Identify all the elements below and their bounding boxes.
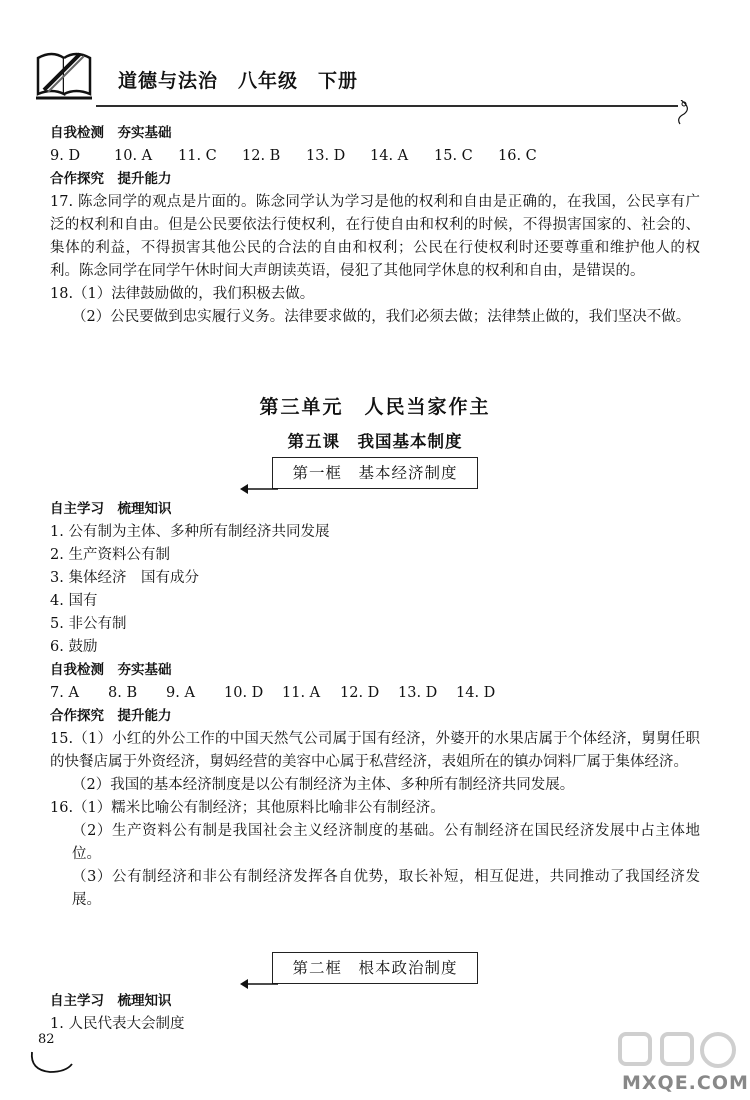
- knowledge-item: 1. 人民代表大会制度: [50, 1016, 185, 1032]
- frame-1-title-box: 第一框 基本经济制度: [272, 457, 478, 489]
- heading-self-check: 自我检测 夯实基础: [50, 662, 172, 678]
- unit-title: 第三单元 人民当家作主: [259, 396, 491, 418]
- frame-2-title-box: 第二框 根本政治制度: [272, 952, 478, 984]
- answer-item: 7. A: [50, 685, 79, 701]
- answer-15-1: 15.（1）小红的外公工作的中国天然气公司属于国有经济，外婆开的水果店属于个体经济，舅舅任职的快餐店属于外资经济，舅妈经营的美容中心属于私营经济，表姐所在的镇办饲料厂属于集体经济。: [50, 731, 700, 770]
- answer-16-1: 16.（1）糯米比喻公有制经济；其他原料比喻非公有制经济。: [50, 800, 445, 816]
- arrow-left-icon: [238, 977, 278, 991]
- book-logo-icon: [34, 44, 96, 102]
- answer-item: 15. C: [434, 148, 473, 164]
- answer-16-3: （3）公有制经济和非公有制经济发挥各自优势，取长补短，相互促进，共同推动了我国经济发展。: [72, 869, 700, 908]
- answer-row-2: [50, 682, 700, 705]
- knowledge-item: 3. 集体经济 国有成分: [50, 570, 199, 586]
- knowledge-item: 1. 公有制为主体、多种所有制经济共同发展: [50, 524, 330, 540]
- lesson-title: 第五课 我国基本制度: [287, 432, 463, 451]
- answer-item: 11. C: [178, 148, 217, 164]
- knowledge-item: 5. 非公有制: [50, 616, 127, 632]
- answer-item: 13. D: [306, 148, 346, 164]
- page-number: 82: [38, 1032, 55, 1047]
- knowledge-item: 6. 鼓励: [50, 639, 98, 655]
- heading-cooperation: 合作探究 提升能力: [50, 708, 172, 724]
- watermark-text: MXQE.COM: [622, 1072, 749, 1094]
- knowledge-item: 4. 国有: [50, 593, 98, 609]
- answer-15-2: （2）我国的基本经济制度是以公有制经济为主体、多种所有制经济共同发展。: [72, 777, 575, 793]
- answer-item: 10. A: [114, 148, 153, 164]
- answer-item: 12. B: [242, 148, 281, 164]
- heading-cooperation: 合作探究 提升能力: [50, 171, 172, 187]
- answer-item: 16. C: [498, 148, 537, 164]
- answer-17: 17. 陈念同学的观点是片面的。陈念同学认为学习是他的权利和自由是正确的，在我国，公民享有广泛的权利和自由。但是公民要依法行使权利，在行使自由和权利的时候，不得损害国家的、社会的、集体的利益，不得损害其他公民的合法的自由和权利；公民在行使权利时还要尊重和维护他人的权利。陈念同学在同学午休时间大声朗读英语，侵犯了其他同学休息的权利和自由，是错误的。: [50, 194, 700, 279]
- answer-item: 14. A: [370, 148, 409, 164]
- answer-18-2: （2）公民要做到忠实履行义务。法律要求做的，我们必须去做；法律禁止做的，我们坚决不做。: [72, 309, 691, 325]
- knowledge-item: 2. 生产资料公有制: [50, 547, 170, 563]
- answer-row-1: [50, 145, 700, 168]
- answer-18-1: 18.（1）法律鼓励做的，我们积极去做。: [50, 286, 315, 302]
- answer-item: 9. A: [166, 685, 195, 701]
- answer-16-2: （2）生产资料公有制是我国社会主义经济制度的基础。公有制经济在国民经济发展中占主体地位。: [72, 823, 700, 862]
- answer-item: 12. D: [340, 685, 380, 701]
- arrow-left-icon: [238, 482, 278, 496]
- heading-self-study: 自主学习 梳理知识: [50, 993, 172, 1009]
- answer-item: 9. D: [50, 148, 81, 164]
- section-review: [50, 122, 700, 329]
- heading-self-check: 自我检测 夯实基础: [50, 125, 172, 141]
- answer-item: 8. B: [108, 685, 138, 701]
- heading-self-study: 自主学习 梳理知识: [50, 501, 172, 517]
- answer-item: 10. D: [224, 685, 264, 701]
- answer-item: 14. D: [456, 685, 496, 701]
- answer-item: 11. A: [282, 685, 321, 701]
- header-title: 道德与法治 八年级 下册: [118, 70, 359, 92]
- section-frame-1: [50, 498, 700, 912]
- answer-item: 13. D: [398, 685, 438, 701]
